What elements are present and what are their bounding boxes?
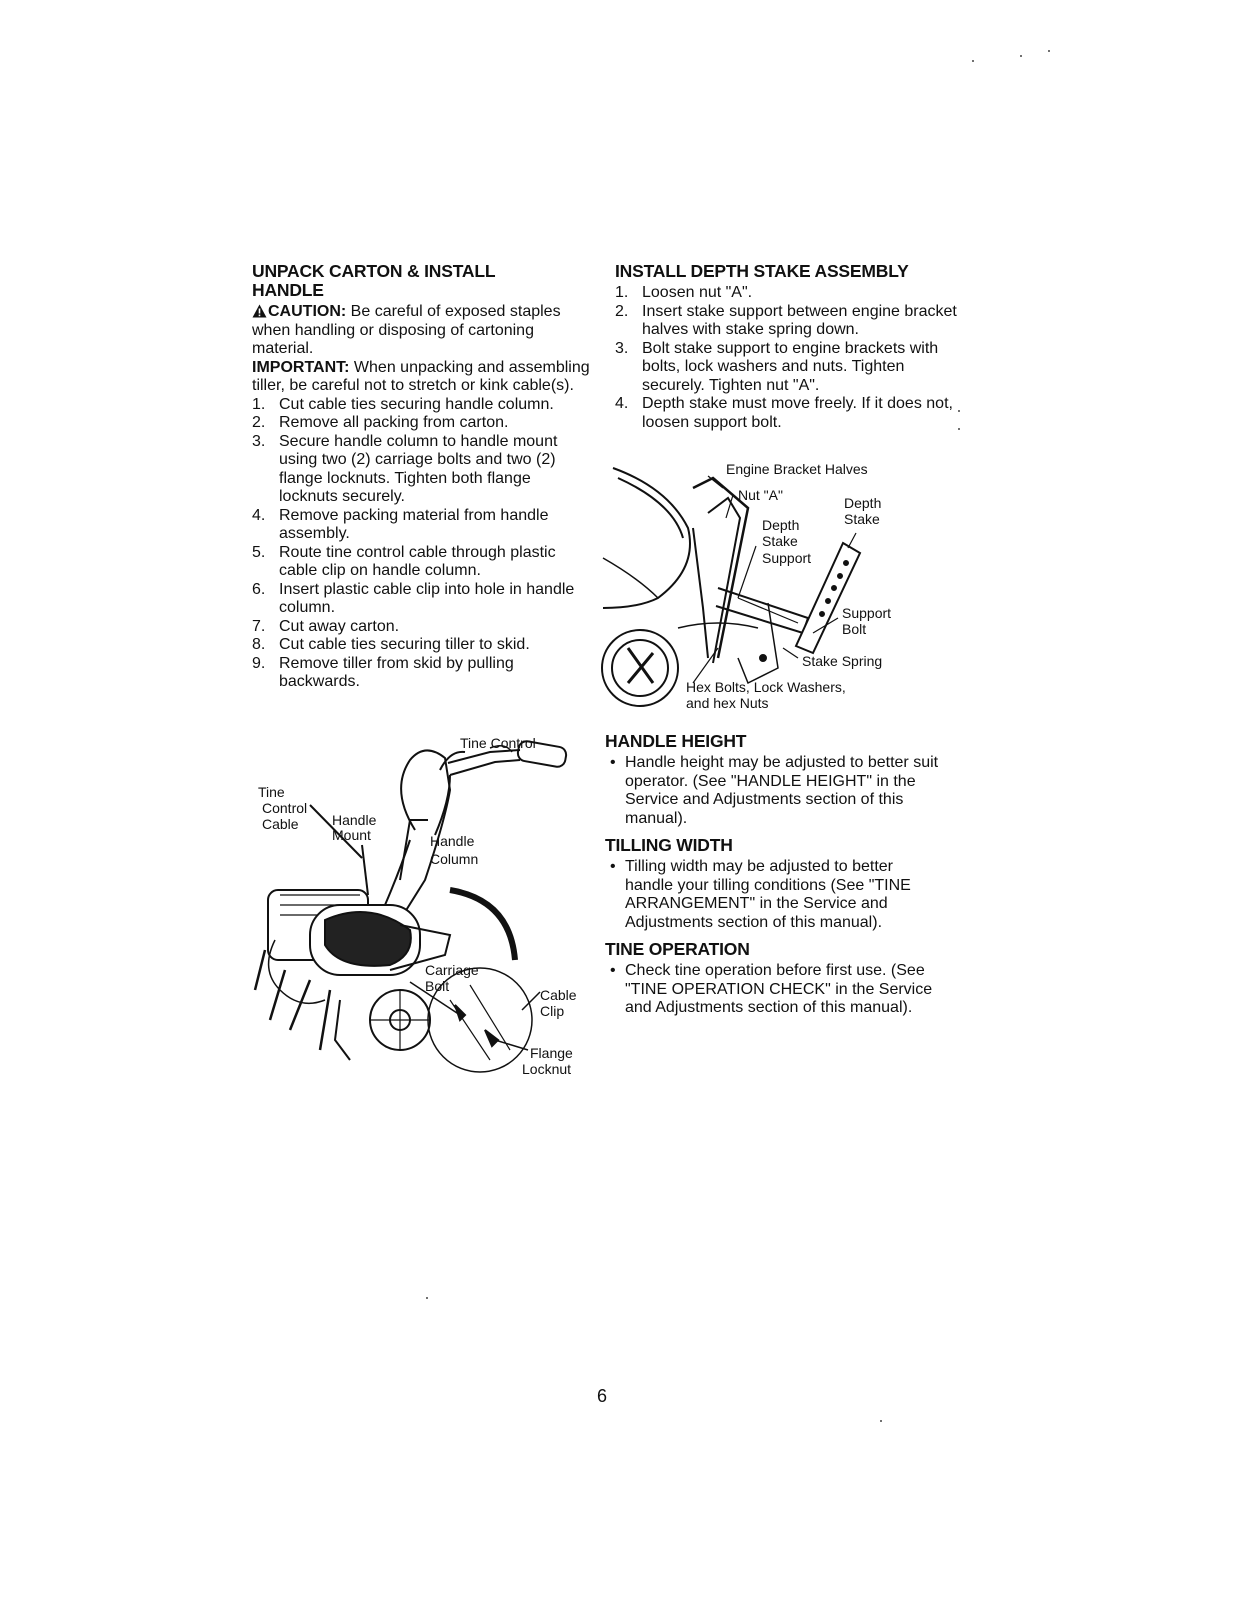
list-item <box>615 284 960 303</box>
list-item <box>605 858 945 932</box>
label-handle-column-2: Column <box>430 851 479 867</box>
bullet-icon: • <box>610 858 616 875</box>
handle-height-text: Handle height may be adjusted to better suit operator. (See "HANDLE HEIGHT" in the Service and Adjustments section of this manual). <box>625 754 939 827</box>
list-item <box>605 962 945 1018</box>
label-depth-stake-2: Stake <box>844 511 880 527</box>
list-item <box>252 655 592 692</box>
label-depth-stake-support-1: Depth <box>762 517 800 533</box>
label-handle-column-1: Handle <box>430 833 475 849</box>
step-text: Cut cable ties securing tiller to skid. <box>279 636 530 653</box>
step-text: Route tine control cable through plastic cable clip on handle column. <box>279 543 556 579</box>
label-tine-control: Tine Control <box>460 735 536 751</box>
step-number: 6. <box>252 580 266 598</box>
list-item <box>252 396 592 415</box>
label-depth-stake-support-2: Stake <box>762 533 798 549</box>
step-text: Bolt stake support to engine brackets with bolts, lock washers and nuts. Tighten securely. Tighten nut "A". <box>642 339 939 394</box>
label-engine-bracket-halves: Engine Bracket Halves <box>726 461 868 477</box>
list-item <box>252 618 592 637</box>
step-number: 7. <box>252 617 266 635</box>
list-item <box>615 303 960 340</box>
label-carriage-bolt-1: Carriage <box>425 962 479 978</box>
label-depth-stake-1: Depth <box>844 495 882 511</box>
step-number: 4. <box>252 506 266 524</box>
step-text: Remove packing material from handle assembly. <box>279 506 549 542</box>
step-text: Insert stake support between engine bracket halves with stake spring down. <box>642 302 957 338</box>
unpack-title: UNPACK CARTON & INSTALL HANDLE <box>252 261 495 300</box>
step-text: Depth stake must move freely. If it does not, loosen support bolt. <box>642 395 953 431</box>
label-tine-control-cable-3: Cable <box>262 816 299 832</box>
tilling-width-text: Tilling width may be adjusted to better handle your tilling conditions (See "TINE ARRANGEMENT" in the Service and Adjustments section of this manual). <box>625 858 911 931</box>
step-text: Cut cable ties securing handle column. <box>279 395 554 413</box>
step-number: 1. <box>252 395 266 413</box>
step-number: 3. <box>252 432 266 450</box>
label-cable-clip-1: Cable <box>540 987 577 1003</box>
scan-speck <box>958 428 960 430</box>
label-carriage-bolt-2: Bolt <box>425 978 450 994</box>
tilling-width-list <box>605 858 945 932</box>
step-text: Remove tiller from skid by pulling backwards. <box>279 654 514 690</box>
label-flange-locknut-1: Flange <box>530 1045 573 1061</box>
step-text: Insert plastic cable clip into hole in handle column. <box>279 580 575 616</box>
tiller-handle-figure <box>250 730 595 1090</box>
list-item <box>605 754 945 828</box>
label-depth-stake-support-3: Support <box>762 550 812 566</box>
important-paragraph <box>252 359 592 396</box>
step-number: 4. <box>615 395 629 412</box>
list-item <box>252 544 592 581</box>
label-cable-clip-2: Clip <box>540 1003 565 1019</box>
depth-stake-steps <box>615 284 960 432</box>
list-item <box>252 636 592 655</box>
step-number: 5. <box>252 543 266 561</box>
tine-operation-title: TINE OPERATION <box>605 939 750 959</box>
scan-speck <box>958 410 960 412</box>
scan-speck <box>972 60 974 62</box>
caution-text: Be careful of exposed staples when handling or disposing of cartoning material. <box>252 303 561 357</box>
label-nut-a: Nut "A" <box>738 487 783 503</box>
tilling-width-title: TILLING WIDTH <box>605 835 733 855</box>
right-column-lower <box>605 732 945 1018</box>
depth-stake-title: INSTALL DEPTH STAKE ASSEMBLY <box>615 261 909 281</box>
list-item <box>252 581 592 618</box>
label-handle-mount-1: Handle <box>332 812 377 828</box>
important-label: IMPORTANT: <box>252 358 350 376</box>
step-number: 9. <box>252 654 266 672</box>
scan-speck <box>1020 55 1022 57</box>
right-column <box>615 262 960 432</box>
label-handle-mount-2: Mount <box>332 827 371 843</box>
bullet-icon: • <box>610 962 616 979</box>
label-hex-bolts-2: and hex Nuts <box>686 695 769 711</box>
page-number: 6 <box>597 1386 608 1406</box>
label-tine-control-cable-2: Control <box>262 800 308 816</box>
scan-speck <box>426 1297 428 1299</box>
tine-operation-list <box>605 962 945 1018</box>
label-flange-locknut-2: Locknut <box>522 1061 572 1077</box>
step-text: Remove all packing from carton. <box>279 414 509 431</box>
label-hex-bolts-1: Hex Bolts, Lock Washers, <box>686 679 846 695</box>
step-text: Cut away carton. <box>279 617 400 635</box>
caution-paragraph <box>252 303 592 359</box>
step-number: 2. <box>252 414 266 431</box>
depth-stake-figure <box>598 458 918 720</box>
left-column <box>252 262 592 692</box>
handle-height-list <box>605 754 945 828</box>
step-number: 1. <box>615 284 629 301</box>
label-support-bolt-1: Support <box>842 605 892 621</box>
tine-operation-text: Check tine operation before first use. (See "TINE OPERATION CHECK" in the Service and Adjustments section of this manual). <box>625 962 933 1016</box>
list-item <box>252 414 592 433</box>
label-support-bolt-2: Bolt <box>842 621 867 637</box>
list-item <box>615 340 960 396</box>
step-number: 2. <box>615 302 629 320</box>
step-text: Loosen nut "A". <box>642 284 753 301</box>
caution-label: CAUTION: <box>268 303 347 320</box>
step-number: 8. <box>252 636 266 653</box>
scan-speck <box>880 1420 882 1422</box>
step-text: Secure handle column to handle mount using two (2) carriage bolts and two (2) flange locknuts. Tighten both flange locknuts securely. <box>279 432 558 505</box>
bullet-icon: • <box>610 754 616 771</box>
list-item <box>252 507 592 544</box>
handle-height-title: HANDLE HEIGHT <box>605 731 747 751</box>
step-number: 3. <box>615 339 629 357</box>
important-text: When unpacking and assembling tiller, be careful not to stretch or kink cable(s). <box>252 358 590 394</box>
label-stake-spring: Stake Spring <box>802 653 883 669</box>
label-tine-control-cable-1: Tine <box>258 784 285 800</box>
warning-triangle-icon <box>252 304 267 318</box>
scan-speck <box>1048 50 1050 52</box>
list-item <box>252 433 592 507</box>
list-item <box>615 395 960 432</box>
unpack-steps <box>252 396 592 692</box>
